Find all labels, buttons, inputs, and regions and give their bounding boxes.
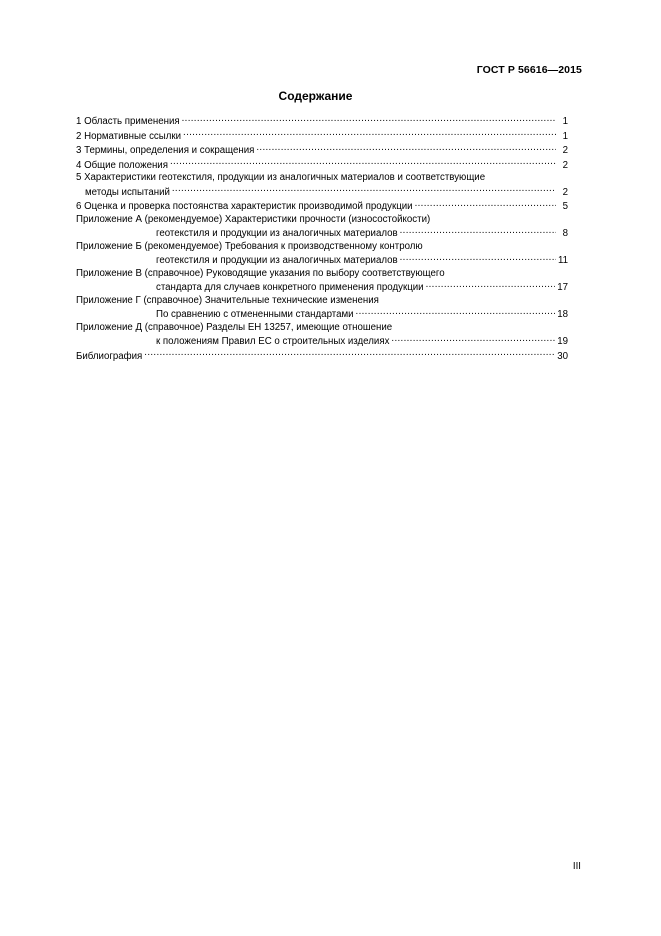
dot-leader bbox=[170, 158, 556, 168]
toc-entry-text-continued: По сравнению с отмененными стандартами bbox=[156, 309, 354, 320]
toc-entry-page: 1 bbox=[562, 130, 568, 142]
dot-leader bbox=[256, 143, 556, 153]
toc-entry-annex-b[interactable] bbox=[76, 241, 568, 268]
document-code: ГОСТ Р 56616—2015 bbox=[476, 64, 582, 76]
dot-leader bbox=[400, 253, 556, 263]
toc-entry-text: Приложение В (справочное) Руководящие указания по выбору соответствующего bbox=[76, 267, 445, 279]
toc-entry-text: Приложение А (рекомендуемое) Характеристики прочности (износостойкости) bbox=[76, 213, 431, 225]
toc-entry-annex-g[interactable] bbox=[76, 295, 568, 322]
toc-entry-scope[interactable] bbox=[76, 114, 568, 129]
toc-entry-text-continued: геотекстиля и продукции из аналогичных материалов bbox=[156, 228, 398, 239]
toc-entry-page: 30 bbox=[557, 350, 568, 362]
toc-entry-text: 3 Термины, определения и сокращения bbox=[76, 145, 255, 156]
toc-entry-annex-d[interactable] bbox=[76, 322, 568, 349]
toc-entry-page: 19 bbox=[557, 336, 568, 347]
toc-entry-page: 2 bbox=[562, 186, 568, 198]
table-of-contents bbox=[76, 114, 568, 363]
dot-leader bbox=[426, 280, 556, 290]
dot-leader bbox=[415, 199, 556, 209]
toc-entry-page: 5 bbox=[562, 201, 568, 212]
toc-entry-annex-a[interactable] bbox=[76, 214, 568, 241]
dot-leader bbox=[183, 129, 556, 139]
toc-entry-page: 2 bbox=[562, 159, 568, 171]
toc-entry-normative-references[interactable] bbox=[76, 129, 568, 144]
toc-entry-text: 2 Нормативные ссылки bbox=[76, 130, 182, 142]
toc-entry-page: 8 bbox=[562, 228, 568, 239]
toc-entry-text: 5 Характеристики геотекстиля, продукции из аналогичных материалов и соответствующие bbox=[76, 172, 486, 183]
toc-entry-text-continued: геотекстиля и продукции из аналогичных материалов bbox=[156, 255, 398, 266]
toc-entry-text: Приложение Г (справочное) Значительные технические изменения bbox=[76, 294, 379, 306]
toc-entry-text: 1 Область применения bbox=[76, 116, 180, 127]
toc-entry-page: 17 bbox=[557, 282, 568, 293]
dot-leader bbox=[356, 307, 556, 317]
toc-entry-text: 4 Общие положения bbox=[76, 159, 168, 171]
toc-entry-text-continued: к положениям Правил ЕС о строительных изделиях bbox=[156, 336, 390, 347]
toc-entry-text-continued: стандарта для случаев конкретного применения продукции bbox=[156, 282, 424, 293]
toc-entry-page: 18 bbox=[557, 309, 568, 320]
toc-entry-page: 2 bbox=[562, 145, 568, 156]
toc-entry-annex-v[interactable] bbox=[76, 268, 568, 295]
toc-entry-page: 1 bbox=[562, 116, 568, 127]
toc-entry-general[interactable] bbox=[76, 158, 568, 173]
toc-entry-text: Библиография bbox=[76, 350, 143, 362]
toc-entry-characteristics[interactable] bbox=[76, 172, 568, 199]
dot-leader bbox=[144, 349, 555, 359]
toc-entry-bibliography[interactable] bbox=[76, 349, 568, 364]
toc-entry-assessment[interactable] bbox=[76, 199, 568, 214]
toc-entry-text: 6 Оценка и проверка постоянства характеристик производимой продукции bbox=[76, 201, 413, 212]
dot-leader bbox=[172, 185, 556, 195]
dot-leader bbox=[182, 114, 556, 124]
dot-leader bbox=[400, 226, 556, 236]
dot-leader bbox=[391, 334, 555, 344]
toc-entry-text: Приложение Б (рекомендуемое) Требования к производственному контролю bbox=[76, 240, 423, 252]
toc-title: Содержание bbox=[278, 89, 353, 103]
toc-entry-text: Приложение Д (справочное) Разделы ЕН 13257, имеющие отношение bbox=[76, 321, 393, 333]
toc-entry-page: 11 bbox=[557, 255, 568, 266]
toc-entry-terms[interactable] bbox=[76, 143, 568, 158]
toc-entry-text-continued: методы испытаний bbox=[85, 186, 170, 198]
page-number: III bbox=[572, 861, 581, 872]
